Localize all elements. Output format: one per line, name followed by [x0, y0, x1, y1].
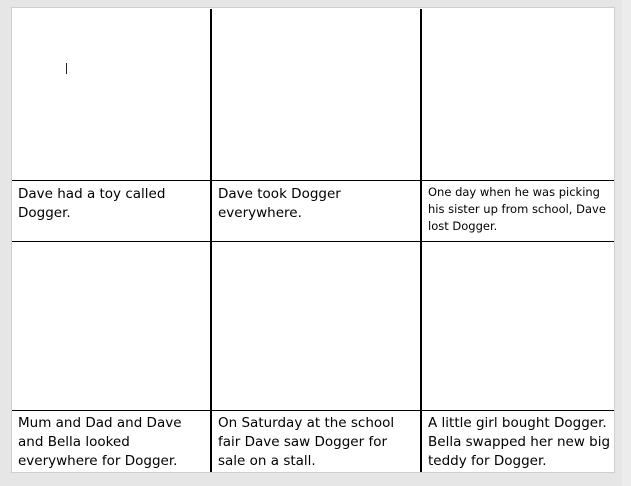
caption-cell-6[interactable]: A little girl bought Dogger. Bella swapped her new big teddy for Dogger.: [428, 415, 611, 469]
drawing-box-5[interactable]: [213, 242, 421, 410]
caption-cell-4[interactable]: Mum and Dad and Dave and Bella looked everywhere for Dogger.: [18, 415, 182, 469]
caption-cell-5[interactable]: On Saturday at the school fair Dave saw Dogger for sale on a stall.: [218, 415, 395, 469]
drawing-box-6[interactable]: [423, 242, 615, 410]
drawing-box-3[interactable]: [423, 8, 615, 180]
drawing-box-1[interactable]: [12, 8, 211, 180]
drawing-box-2[interactable]: [213, 8, 421, 180]
vertical-scrollbar[interactable]: [622, 0, 631, 486]
caption-cell-1[interactable]: Dave had a toy called Dogger.: [18, 186, 166, 221]
text-cursor: [66, 63, 67, 74]
row-divider-1: [12, 180, 615, 181]
document-page: [11, 7, 615, 473]
caption-cell-3[interactable]: One day when he was picking his sister up from school, Dave lost Dogger.: [428, 185, 606, 233]
caption-cell-2[interactable]: Dave took Dogger everywhere.: [218, 186, 341, 221]
drawing-box-4[interactable]: [12, 242, 211, 410]
row-divider-3: [12, 410, 615, 411]
row-divider-2: [12, 241, 615, 242]
